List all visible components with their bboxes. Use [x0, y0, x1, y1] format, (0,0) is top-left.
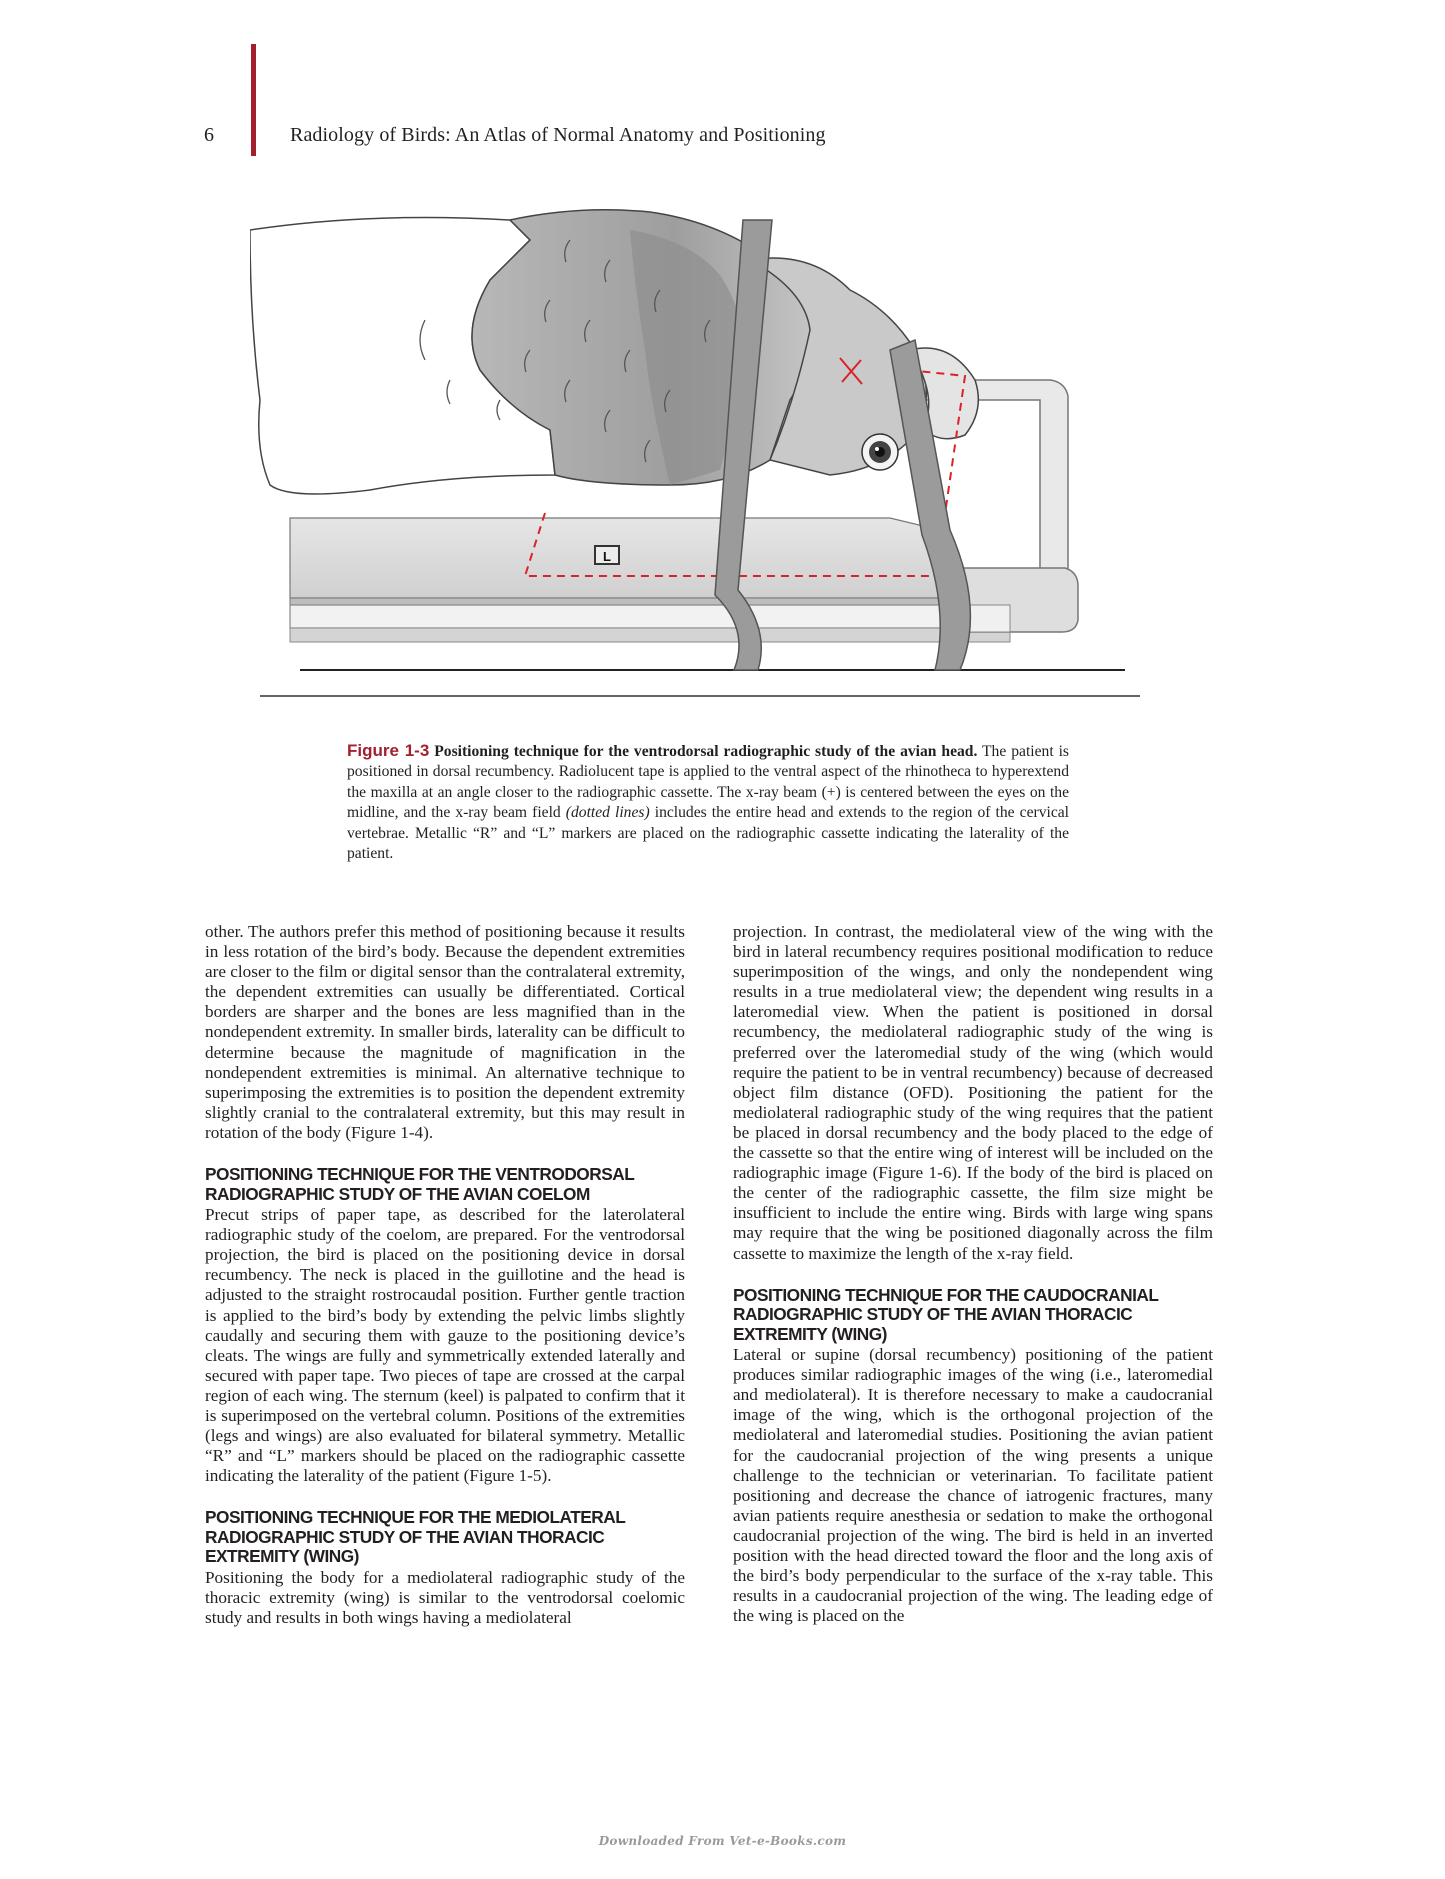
- body-paragraph: Precut strips of paper tape, as described for the laterolateral radiographic study of the coelom, are prepared. For the ventrodorsal projection, the bird is placed on the positioning device in dorsal recumbency. The neck is placed in the guillotine and the head is adjusted to the straight rostrocaudal position. Further gentle traction is applied to the bird’s body by extending the pelvic limbs slightly caudally and securing them with gauze to the positioning device’s cleats. The wings are fully and symmetrically extended laterally and secured with paper tape. Two pieces of tape are crossed at the carpal region of each wing. The sternum (keel) is palpated to confirm that it is superimposed on the vertebral column. Positions of the extremities (legs and wings) are also evaluated for bilateral symmetry. Metallic “R” and “L” markers should be placed on the radiographic cassette indicating the laterality of the patient (Figure 1-5).: [205, 1205, 685, 1486]
- section-heading: POSITIONING TECHNIQUE FOR THE CAUDOCRANIAL RADIOGRAPHIC STUDY OF THE AVIAN THORACIC EXTREMITY (WING): [733, 1284, 1159, 1344]
- figure-illustration: [250, 200, 1150, 730]
- caption-text: The patient is positioned in dorsal recumbency. Radiolucent tape is applied to the ventral aspect of the rhinotheca to hyperextend the maxilla at an angle closer to the radiographic cassette. The x-ray beam (+) is centered between the eyes on the midline, and the x-ray beam field: [347, 743, 1069, 822]
- section-heading: POSITIONING TECHNIQUE FOR THE VENTRODORSAL RADIOGRAPHIC STUDY OF THE AVIAN COELOM: [205, 1164, 634, 1204]
- figure-caption: [347, 741, 1069, 864]
- section-heading: POSITIONING TECHNIQUE FOR THE MEDIOLATERAL RADIOGRAPHIC STUDY OF THE AVIAN THORACIC EXTREMITY (WING): [205, 1507, 626, 1567]
- right-column: [733, 922, 1213, 1626]
- figure-label: Figure 1-3: [347, 741, 430, 760]
- figure-title: Positioning technique for the ventrodorsal radiographic study of the avian head.: [434, 743, 978, 760]
- page-number: 6: [204, 124, 214, 146]
- running-title: Radiology of Birds: An Atlas of Normal Anatomy and Positioning: [290, 124, 826, 146]
- body-paragraph: other. The authors prefer this method of positioning because it results in less rotation of the bird’s body. Because the dependent extremities are closer to the film or digital sensor than the contralateral extremity, the dependent extremities can usually be differentiated. Cortical borders are sharper and the bones are less magnified than in the nondependent extremity. In smaller birds, laterality can be difficult to determine because the magnitude of magnification in the nondependent extremities is minimal. An alternative technique to superimposing the extremities is to position the dependent extremity slightly cranial to the contralateral extremity, but this may result in rotation of the body (Figure 1-4).: [205, 922, 685, 1142]
- header-rule: [251, 44, 256, 156]
- bird-illustration: [250, 210, 978, 494]
- l-marker-icon: [595, 546, 619, 564]
- body-paragraph: Positioning the body for a mediolateral radiographic study of the thoracic extremity (wing) is similar to the ventrodorsal coelomic study and results in both wings having a mediolateral: [205, 1567, 685, 1628]
- body-paragraph: Lateral or supine (dorsal recumbency) positioning of the patient produces similar radiographic images of the wing (i.e., lateromedial and mediolateral). It is therefore necessary to make a caudocranial image of the wing, which is the orthogonal projection of the mediolateral and lateromedial studies. Positioning the avian patient for the caudocranial projection of the wing presents a unique challenge to the technician or veterinarian. To facilitate patient positioning and decrease the chance of iatrogenic fractures, many avian patients require anesthesia or sedation to make the orthogonal caudocranial projection of the wing. The bird is held in an inverted position with the head directed toward the floor and the long axis of the bird’s body perpendicular to the surface of the x-ray table. This results in a caudocranial projection of the wing. The leading edge of the wing is placed on the: [733, 1345, 1213, 1626]
- left-column: [205, 922, 685, 1628]
- caption-text-end: includes the entire head and extends to the region of the cervical vertebrae. Metallic “R” and “L” markers are placed on the radiographic cassette indicating the laterality of the patient.: [347, 804, 1070, 863]
- l-marker-letter: L: [603, 549, 611, 564]
- body-paragraph: projection. In contrast, the mediolateral view of the wing with the bird in lateral recumbency requires positional modification to reduce superimposition of the wings, and only the nondependent wing results in a true mediolateral view; the dependent wing results in a lateromedial view. When the patient is positioned in dorsal recumbency, the mediolateral radiographic study of the wing is preferred over the lateromedial study of the wing (which would require the patient to be in ventral recumbency) because of decreased object film distance (OFD). Positioning the patient for the mediolateral radiographic study of the wing requires that the patient be placed in dorsal recumbency and the body placed to the edge of the cassette so that the entire wing of interest will be included on the radiographic image (Figure 1-6). If the body of the bird is placed on the center of the radiographic cassette, the film size might be insufficient to include the entire wing. Birds with large wing spans may require that the wing be positioned diagonally across the film cassette to maximize the length of the x-ray field.: [733, 922, 1213, 1263]
- download-watermark: Downloaded From Vet-e-Books.com: [598, 1834, 847, 1848]
- caption-italic: (dotted lines): [565, 804, 650, 822]
